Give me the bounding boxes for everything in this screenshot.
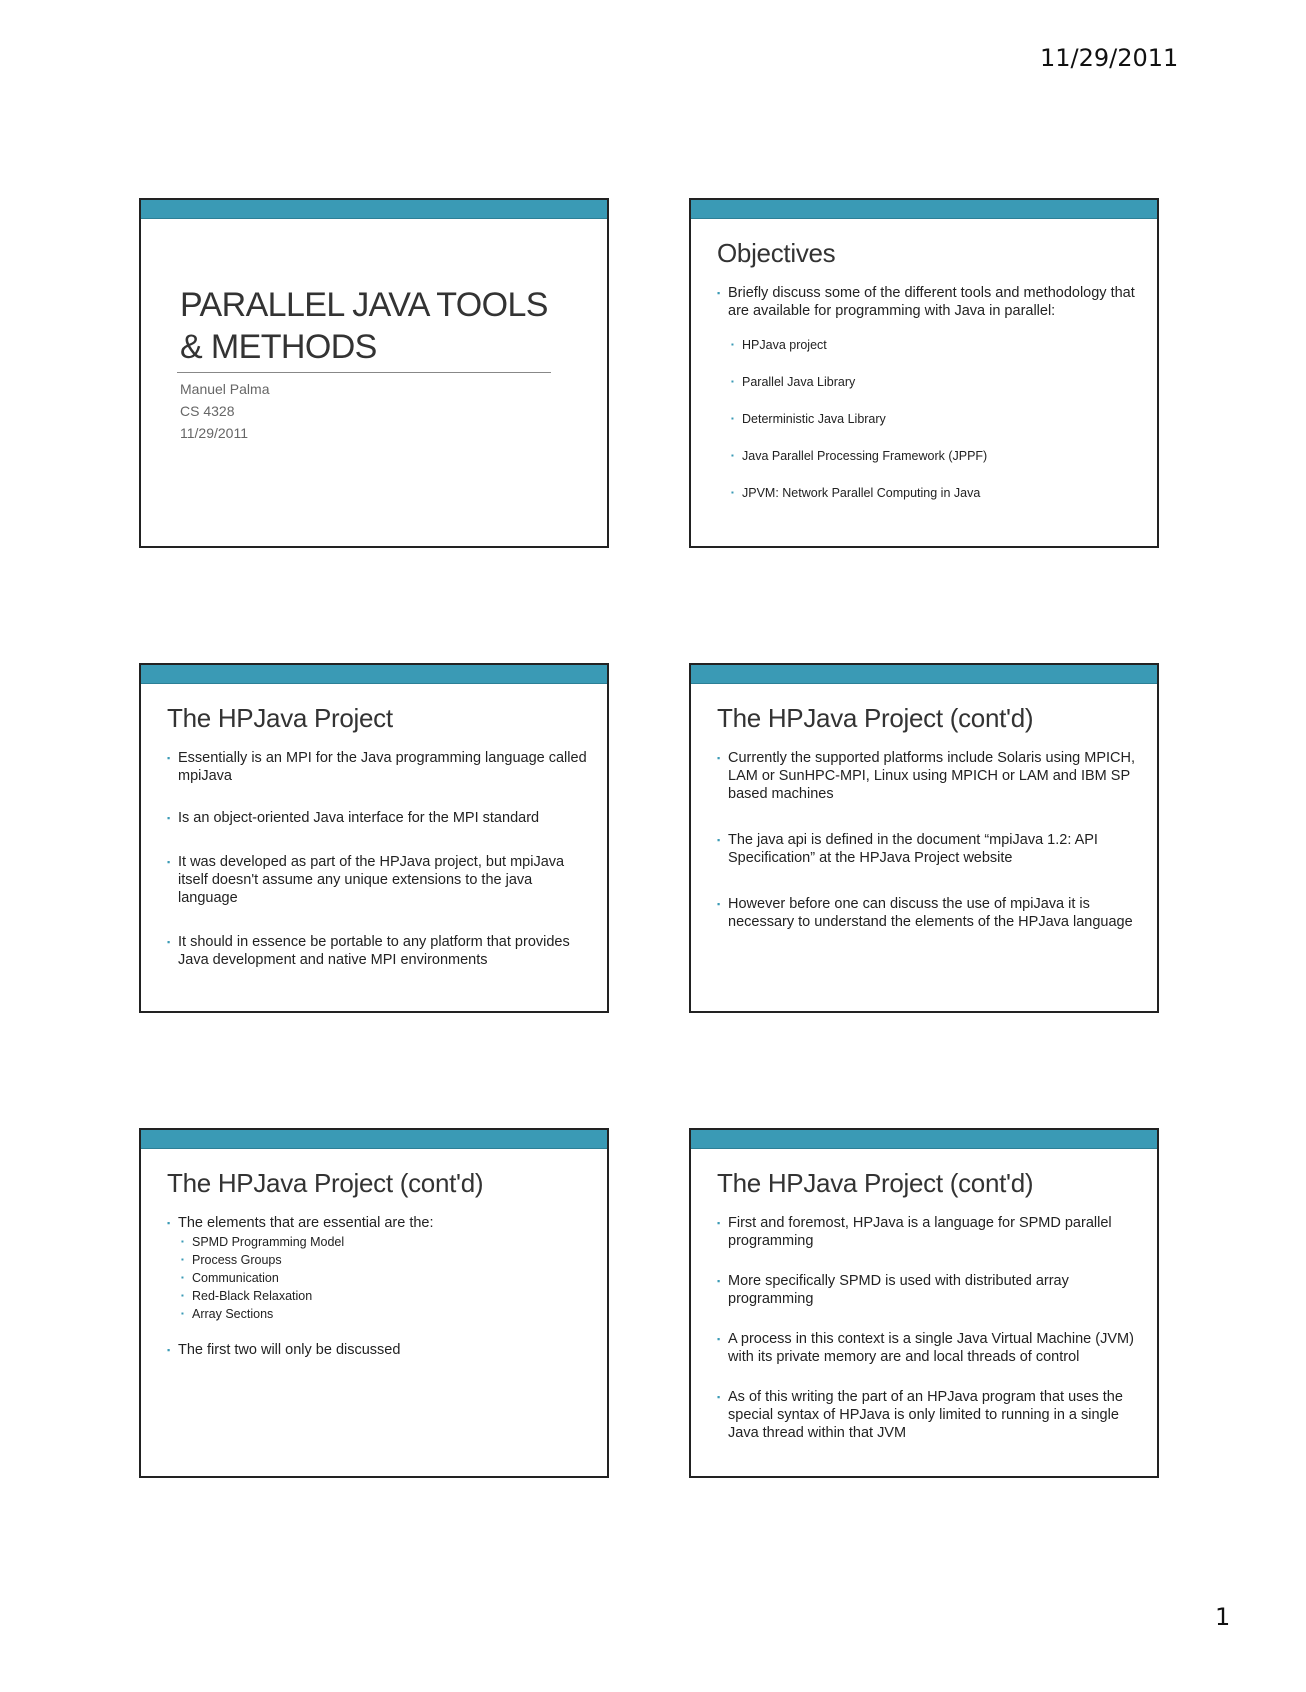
- bullet-item: ▪ The java api is defined in the document “mpiJava 1.2: API Specification” at the HPJava Project website: [717, 831, 1137, 867]
- sub-bullet-item: ▪ Communication: [167, 1269, 587, 1287]
- page-date: 11/29/2011: [1040, 44, 1179, 72]
- slide-body: [167, 749, 587, 969]
- bullet-item: ▪ It should in essence be portable to any platform that provides Java development and native MPI environments: [167, 933, 587, 969]
- bullet-item: ▪ More specifically SPMD is used with distributed array programming: [717, 1272, 1137, 1308]
- sub-bullet-item: ▪ Red-Black Relaxation: [167, 1287, 587, 1305]
- sub-bullet-item: ▪ Array Sections: [167, 1305, 587, 1323]
- slide-accent-bar: [691, 200, 1157, 219]
- course-code: CS 4328: [180, 403, 235, 419]
- sub-bullet-item: ▪ Parallel Java Library: [717, 373, 1137, 391]
- sub-bullet-item: ▪ Java Parallel Processing Framework (JPPF): [717, 447, 1137, 465]
- presentation-title: [180, 284, 580, 368]
- slide-hpjava-project-contd-2: [139, 1128, 609, 1478]
- title-meta: [180, 378, 270, 444]
- bullet-item: ▪ First and foremost, HPJava is a language for SPMD parallel programming: [717, 1214, 1137, 1250]
- slide-title: The HPJava Project (cont'd): [717, 703, 1034, 733]
- sub-bullet-item: ▪ Process Groups: [167, 1251, 587, 1269]
- slide-objectives: [689, 198, 1159, 548]
- slide-accent-bar: [691, 1130, 1157, 1149]
- sub-bullet-item: ▪ SPMD Programming Model: [167, 1233, 587, 1251]
- presentation-date: 11/29/2011: [180, 425, 248, 441]
- bullet-item: ▪ As of this writing the part of an HPJava program that uses the special syntax of HPJava is only limited to running in a single Java thread within that JVM: [717, 1388, 1137, 1442]
- slide-title: The HPJava Project (cont'd): [717, 1168, 1034, 1198]
- author-name: Manuel Palma: [180, 381, 270, 397]
- bullet-item: ▪ Briefly discuss some of the different tools and methodology that are available for programming with Java in parallel:: [717, 284, 1137, 320]
- slide-hpjava-project-contd-3: [689, 1128, 1159, 1478]
- slide-body: [717, 1214, 1137, 1442]
- bullet-item: ▪ The first two will only be discussed: [167, 1341, 587, 1359]
- bullet-item: ▪ It was developed as part of the HPJava project, but mpiJava itself doesn't assume any unique extensions to the java language: [167, 853, 587, 907]
- slide-hpjava-project: [139, 663, 609, 1013]
- bullet-item: ▪ However before one can discuss the use of mpiJava it is necessary to understand the elements of the HPJava language: [717, 895, 1137, 931]
- bullet-item: ▪ The elements that are essential are the:: [167, 1214, 587, 1232]
- slide-body: [167, 1214, 587, 1359]
- sub-bullet-item: ▪ HPJava project: [717, 336, 1137, 354]
- slide-title: Objectives: [717, 238, 836, 268]
- title-line-1: PARALLEL JAVA TOOLS: [180, 286, 548, 324]
- bullet-item: ▪ Currently the supported platforms include Solaris using MPICH, LAM or SunHPC-MPI, Linux using MPICH or LAM and IBM SP based machines: [717, 749, 1137, 803]
- page-number: 1: [1215, 1603, 1231, 1631]
- bullet-item: ▪ Essentially is an MPI for the Java programming language called mpiJava: [167, 749, 587, 785]
- slide-title-page: [139, 198, 609, 548]
- slide-body: [717, 284, 1137, 502]
- title-line-2: & METHODS: [180, 328, 377, 366]
- slide-accent-bar: [141, 1130, 607, 1149]
- sub-bullet-item: ▪ Deterministic Java Library: [717, 410, 1137, 428]
- title-divider: [177, 372, 551, 373]
- slide-accent-bar: [141, 665, 607, 684]
- bullet-item: ▪ Is an object-oriented Java interface for the MPI standard: [167, 809, 587, 827]
- slide-accent-bar: [141, 200, 607, 219]
- slide-title: The HPJava Project (cont'd): [167, 1168, 484, 1198]
- slide-hpjava-project-contd-1: [689, 663, 1159, 1013]
- sub-bullet-item: ▪ JPVM: Network Parallel Computing in Java: [717, 484, 1137, 502]
- slide-body: [717, 749, 1137, 931]
- slide-title: The HPJava Project: [167, 703, 393, 733]
- slide-accent-bar: [691, 665, 1157, 684]
- bullet-item: ▪ A process in this context is a single Java Virtual Machine (JVM) with its private memory are and local threads of control: [717, 1330, 1137, 1366]
